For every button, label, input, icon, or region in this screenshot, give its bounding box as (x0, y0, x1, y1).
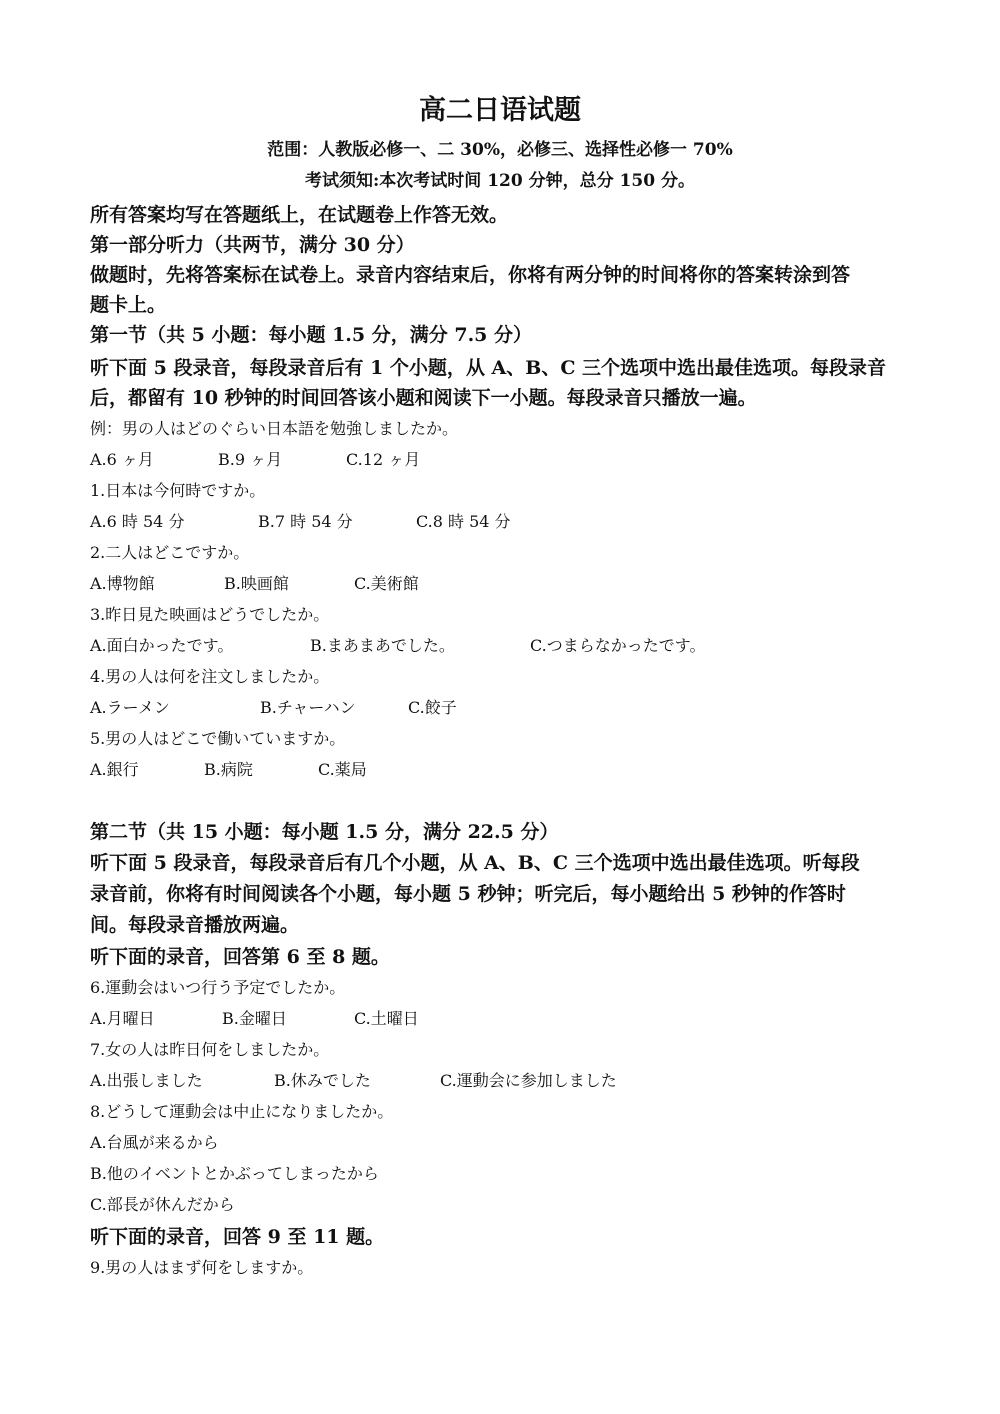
question-8-option-c: C.部長が休んだから (90, 1195, 235, 1214)
page-title: 高二日语试题 (419, 95, 581, 126)
option-c: C.運動会に参加しました (440, 1071, 617, 1090)
option-a: A.ラーメン (90, 698, 170, 717)
question-4-options (90, 695, 457, 718)
part1-instruction-line1: 做题时，先将答案标在试卷上。录音内容结束后，你将有两分钟的时间将你的答案转涂到答 (90, 264, 851, 286)
question-8: 8.どうして運動会は中止になりましたか。 (90, 1102, 394, 1121)
question-9: 9.男の人はまず何をしますか。 (90, 1258, 314, 1277)
question-5-options (90, 757, 367, 780)
question-7-options (90, 1068, 617, 1091)
option-a: A.博物館 (90, 574, 155, 593)
answer-instruction: 所有答案均写在答题纸上，在试题卷上作答无效。 (90, 204, 509, 226)
option-a: A.銀行 (90, 760, 139, 779)
section2-instruction-line2: 录音前，你将有时间阅读各个小题，每小题 5 秒钟；听完后，每小题给出 5 秒钟的作答时 (90, 883, 846, 905)
question-8-option-b: B.他のイベントとかぶってしまったから (90, 1164, 379, 1183)
section2-heading: 第二节（共 15 小题：每小题 1.5 分，满分 22.5 分） (90, 821, 559, 843)
option-a: A.面白かったです。 (90, 636, 234, 655)
option-c: C.餃子 (408, 698, 457, 717)
option-c: C.12 ヶ月 (346, 450, 421, 469)
option-b: B.チャーハン (260, 698, 356, 717)
question-5: 5.男の人はどこで働いていますか。 (90, 729, 346, 748)
question-4: 4.男の人は何を注文しましたか。 (90, 667, 330, 686)
part1-instruction-line2: 题卡上。 (90, 294, 167, 316)
group1-heading: 听下面的录音，回答第 6 至 8 题。 (90, 946, 390, 968)
question-7: 7.女の人は昨日何をしましたか。 (90, 1040, 330, 1059)
option-c: C.8 時 54 分 (416, 512, 511, 531)
section2-instruction-line1: 听下面 5 段录音，每段录音后有几个小题，从 A、B、C 三个选项中选出最佳选项。听每段 (90, 852, 860, 874)
question-2: 2.二人はどこですか。 (90, 543, 250, 562)
example-question: 例：男の人はどのぐらい日本語を勉強しましたか。 (90, 419, 459, 438)
question-6-options (90, 1006, 419, 1029)
question-3: 3.昨日見た映画はどうでしたか。 (90, 605, 330, 624)
question-1: 1.日本は今何時ですか。 (90, 481, 266, 500)
question-2-options (90, 571, 419, 594)
option-c: C.美術館 (354, 574, 419, 593)
option-b: B.病院 (204, 760, 253, 779)
part1-heading: 第一部分听力（共两节，满分 30 分） (90, 234, 415, 256)
section1-instruction-line1: 听下面 5 段录音，每段录音后有 1 个小题，从 A、B、C 三个选项中选出最佳选项。每段录音 (90, 357, 887, 379)
option-c: C.土曜日 (354, 1009, 419, 1028)
example-options (90, 447, 420, 470)
question-1-options (90, 509, 511, 532)
section2-instruction-line3: 间。每段录音播放两遍。 (90, 914, 300, 936)
exam-notice: 考试须知:本次考试时间 120 分钟，总分 150 分。 (305, 171, 695, 191)
option-c: C.つまらなかったです。 (530, 636, 706, 655)
exam-scope: 范围：人教版必修一、二 30%，必修三、选择性必修一 70% (267, 140, 733, 160)
option-a: A.6 時 54 分 (90, 512, 185, 531)
section1-heading: 第一节（共 5 小题：每小题 1.5 分，满分 7.5 分） (90, 324, 533, 346)
option-a: A.出張しました (90, 1071, 203, 1090)
question-3-options (90, 633, 705, 656)
question-6: 6.運動会はいつ行う予定でしたか。 (90, 978, 346, 997)
option-b: B.7 時 54 分 (258, 512, 353, 531)
option-b: B.金曜日 (222, 1009, 287, 1028)
option-c: C.薬局 (318, 760, 367, 779)
option-b: B.休みでした (274, 1071, 371, 1090)
option-a: A.6 ヶ月 (90, 450, 154, 469)
option-a: A.月曜日 (90, 1009, 155, 1028)
group2-heading: 听下面的录音，回答 9 至 11 题。 (90, 1226, 385, 1248)
section1-instruction-line2: 后，都留有 10 秒钟的时间回答该小题和阅读下一小题。每段录音只播放一遍。 (90, 387, 757, 409)
question-8-option-a: A.台風が来るから (90, 1133, 219, 1152)
option-b: B.9 ヶ月 (218, 450, 283, 469)
option-b: B.映画館 (224, 574, 289, 593)
option-b: B.まあまあでした。 (310, 636, 455, 655)
